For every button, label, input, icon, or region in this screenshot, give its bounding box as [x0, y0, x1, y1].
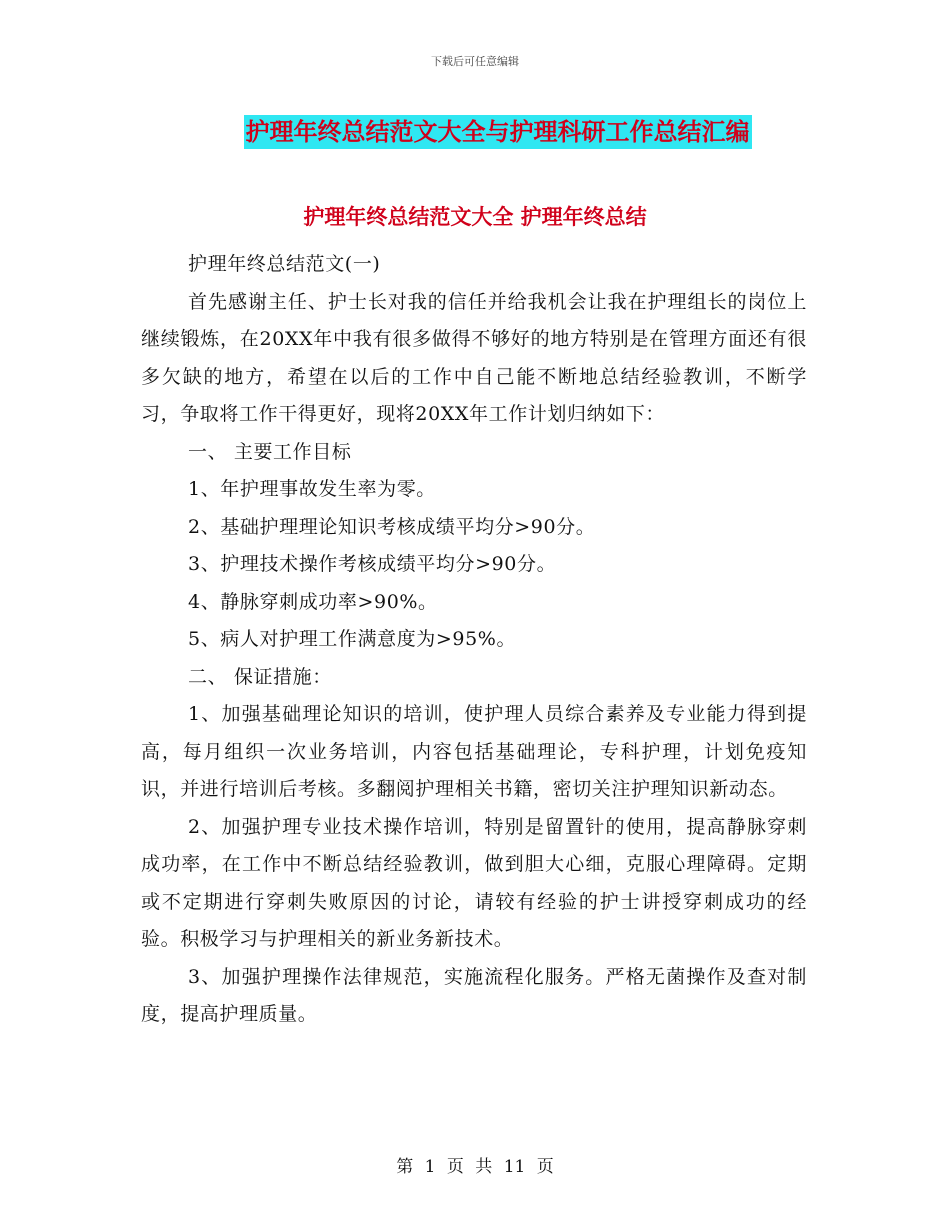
section-heading: 护理年终总结范文(一) — [188, 253, 381, 275]
goal-item: 1、年护理事故发生率为零。 — [188, 478, 436, 500]
intro-paragraph: 首先感谢主任、护士长对我的信任并给我机会让我在护理组长的岗位上继续锻炼，在20XX年中我有很多做得不够好的地方特别是在管理方面还有很多欠缺的地方，希望在以后的工作中自己能不断地总结经验教训，不断学习，争取将工作干得更好，现将20XX年工作计划归纳如下： — [141, 290, 807, 425]
measure-paragraph: 2、加强护理专业技术操作培训，特别是留置针的使用，提高静脉穿刺成功率，在工作中不断总结经验教训，做到胆大心细，克服心理障碍。定期或不定期进行穿刺失败原因的讨论，请较有经验的护士讲授穿刺成功的经验。积极学习与护理相关的新业务新技术。 — [141, 815, 807, 950]
section-title: 护理年终总结范文大全 护理年终总结 — [303, 205, 647, 229]
document-body — [141, 246, 807, 1034]
measures-heading: 二、 保证措施： — [188, 665, 332, 688]
goal-item: 5、病人对护理工作满意度为>95%。 — [188, 628, 517, 650]
measure-paragraph: 3、加强护理操作法律规范，实施流程化服务。严格无菌操作及查对制度，提高护理质量。 — [141, 965, 807, 1025]
measure-paragraph: 1、加强基础理论知识的培训，使护理人员综合素养及专业能力得到提高，每月组织一次业务培训，内容包括基础理论，专科护理，计划免疫知识，并进行培训后考核。多翻阅护理相关书籍，密切关注护理知识新动态。 — [141, 703, 807, 800]
page-number-footer: 第 1 页 共 11 页 — [396, 1157, 554, 1177]
page-header-note: 下载后可任意编辑 — [431, 55, 519, 68]
goal-item: 4、静脉穿刺成功率>90%。 — [188, 590, 438, 613]
document-title-text: 护理年终总结范文大全与护理科研工作总结汇编 — [244, 115, 752, 149]
goal-item: 2、基础护理理论知识考核成绩平均分>90分。 — [188, 515, 596, 538]
document-title — [0, 112, 950, 147]
goals-heading: 一、 主要工作目标 — [188, 440, 352, 463]
goal-item: 3、护理技术操作考核成绩平均分>90分。 — [188, 553, 557, 575]
